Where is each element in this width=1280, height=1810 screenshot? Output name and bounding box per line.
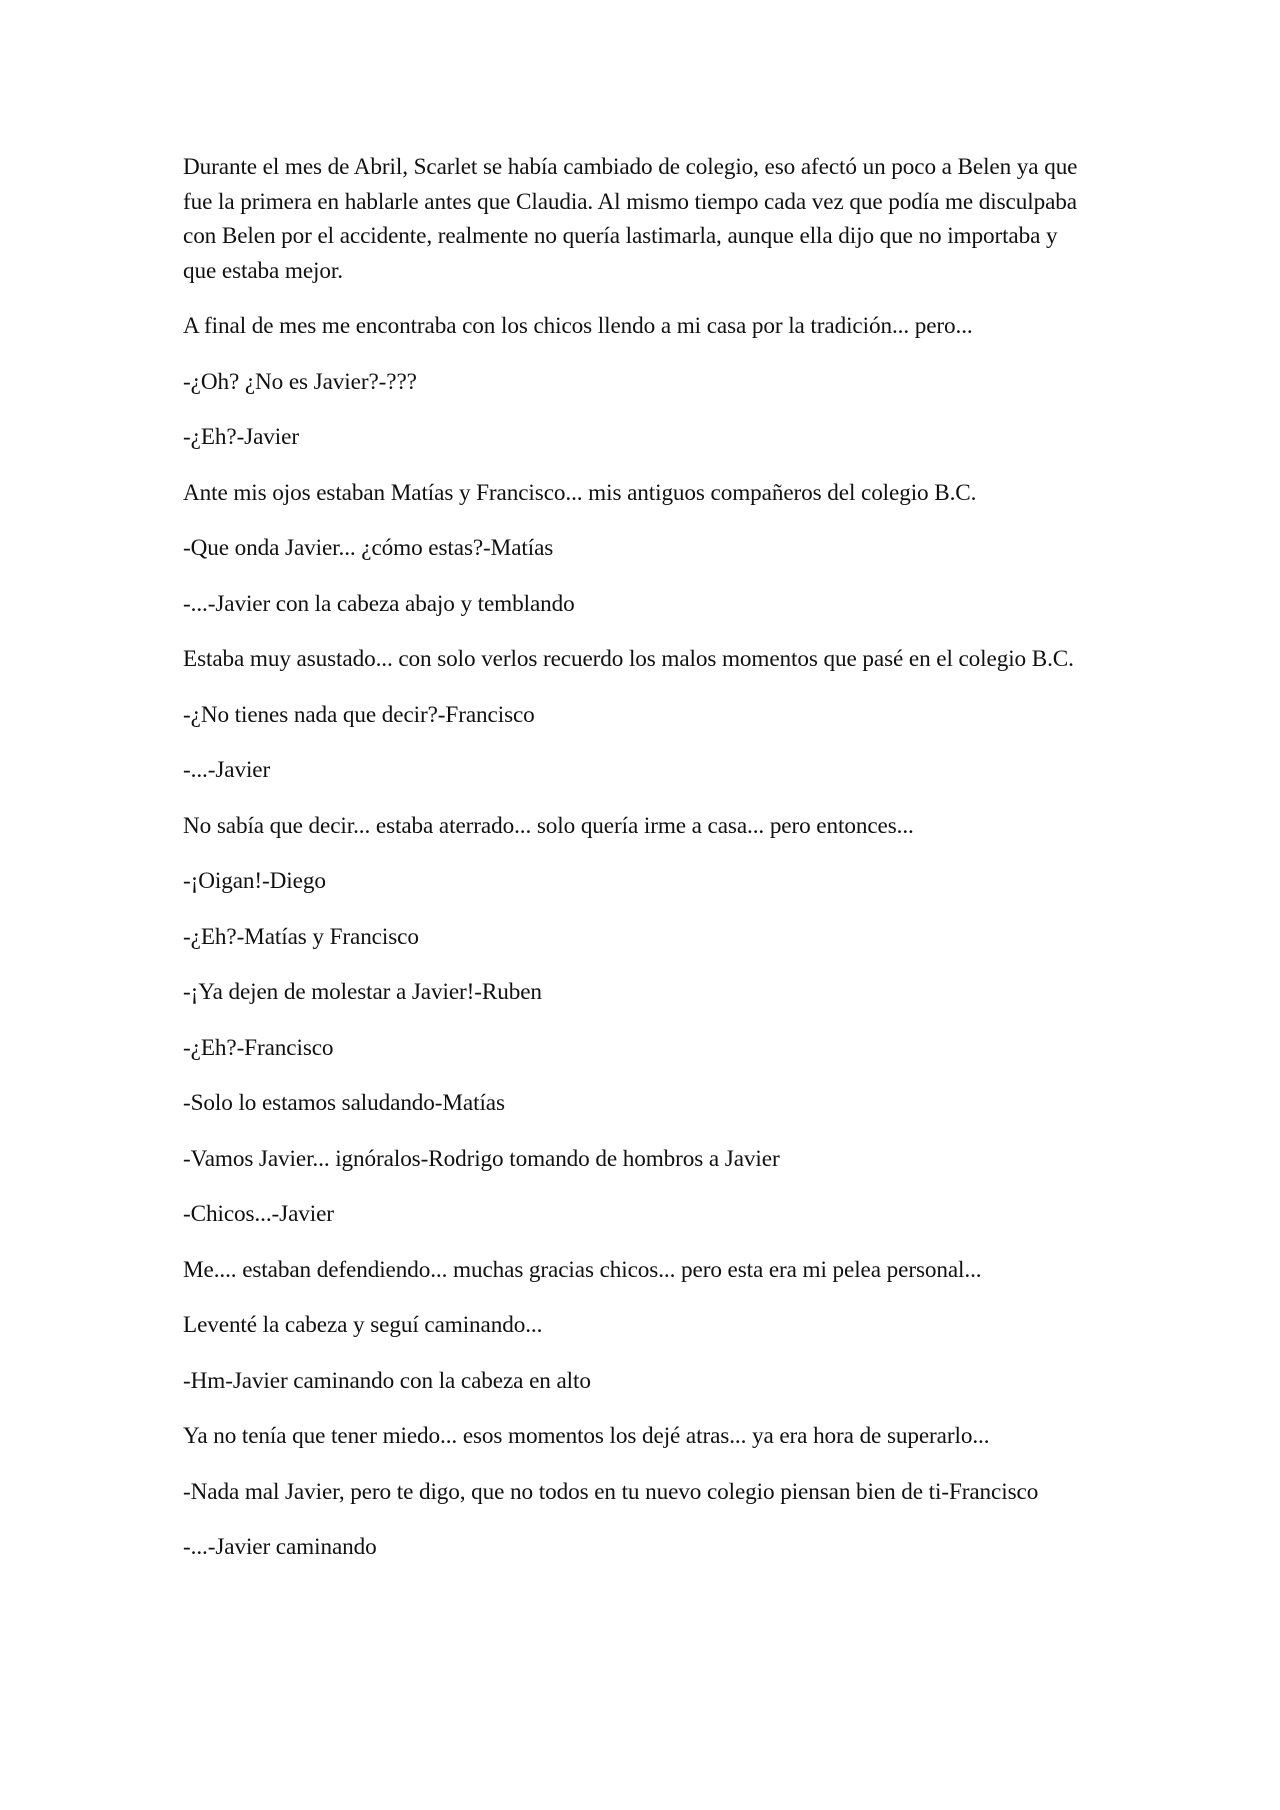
paragraph-dialogue: -Hm-Javier caminando con la cabeza en alto	[183, 1367, 591, 1394]
paragraph-narration: No sabía que decir... estaba aterrado... solo quería irme a casa... pero entonces...	[183, 812, 914, 839]
paragraph-dialogue: -Nada mal Javier, pero te digo, que no todos en tu nuevo colegio piensan bien de ti-Francisco	[183, 1478, 1039, 1505]
paragraph-dialogue: -...-Javier	[183, 757, 271, 783]
document-body	[183, 150, 1093, 1586]
paragraph-dialogue: -¿Eh?-Matías y Francisco	[183, 923, 419, 950]
paragraph-dialogue: -Vamos Javier... ignóralos-Rodrigo tomando de hombros a Javier	[183, 1145, 780, 1172]
paragraph-narration: A final de mes me encontraba con los chicos llendo a mi casa por la tradición... pero...	[183, 313, 973, 339]
paragraph-narration: Leventé la cabeza y seguí caminando...	[183, 1312, 543, 1338]
paragraph-narration: Me.... estaban defendiendo... muchas gracias chicos... pero esta era mi pelea personal...	[183, 1256, 982, 1283]
paragraph-dialogue: -¿Eh?-Javier	[183, 424, 299, 450]
paragraph-dialogue: -Que onda Javier... ¿cómo estas?-Matías	[183, 535, 554, 561]
paragraph-narration: Ante mis ojos estaban Matías y Francisco... mis antiguos compañeros del colegio B.C.	[183, 479, 977, 506]
paragraph-narration: Estaba muy asustado... con solo verlos recuerdo los malos momentos que pasé en el colegio B.C.	[183, 646, 1074, 672]
paragraph-dialogue: -Solo lo estamos saludando-Matías	[183, 1090, 505, 1116]
paragraph-dialogue: -¡Oigan!-Diego	[183, 868, 326, 894]
paragraph-dialogue: -¿Oh? ¿No es Javier?-???	[183, 368, 417, 395]
paragraph-dialogue: -...-Javier caminando	[183, 1534, 377, 1560]
paragraph-dialogue: -...-Javier con la cabeza abajo y temblando	[183, 590, 575, 617]
paragraph-narration: Durante el mes de Abril, Scarlet se había cambiado de colegio, eso afectó un poco a Belen ya que fue la primera en hablarle antes que Claudia. Al mismo tiempo cada vez que podía me disculpaba con Belen por el accidente, realmente no quería lastimarla, aunque ella dijo que no importaba y que estaba mejor.	[183, 154, 1078, 284]
paragraph-dialogue: -¿No tienes nada que decir?-Francisco	[183, 701, 535, 728]
paragraph-narration: Ya no tenía que tener miedo... esos momentos los dejé atras... ya era hora de superarlo...	[183, 1423, 990, 1449]
paragraph-dialogue: -¿Eh?-Francisco	[183, 1034, 334, 1061]
paragraph-dialogue: -¡Ya dejen de molestar a Javier!-Ruben	[183, 979, 542, 1005]
paragraph-dialogue: -Chicos...-Javier	[183, 1201, 334, 1227]
